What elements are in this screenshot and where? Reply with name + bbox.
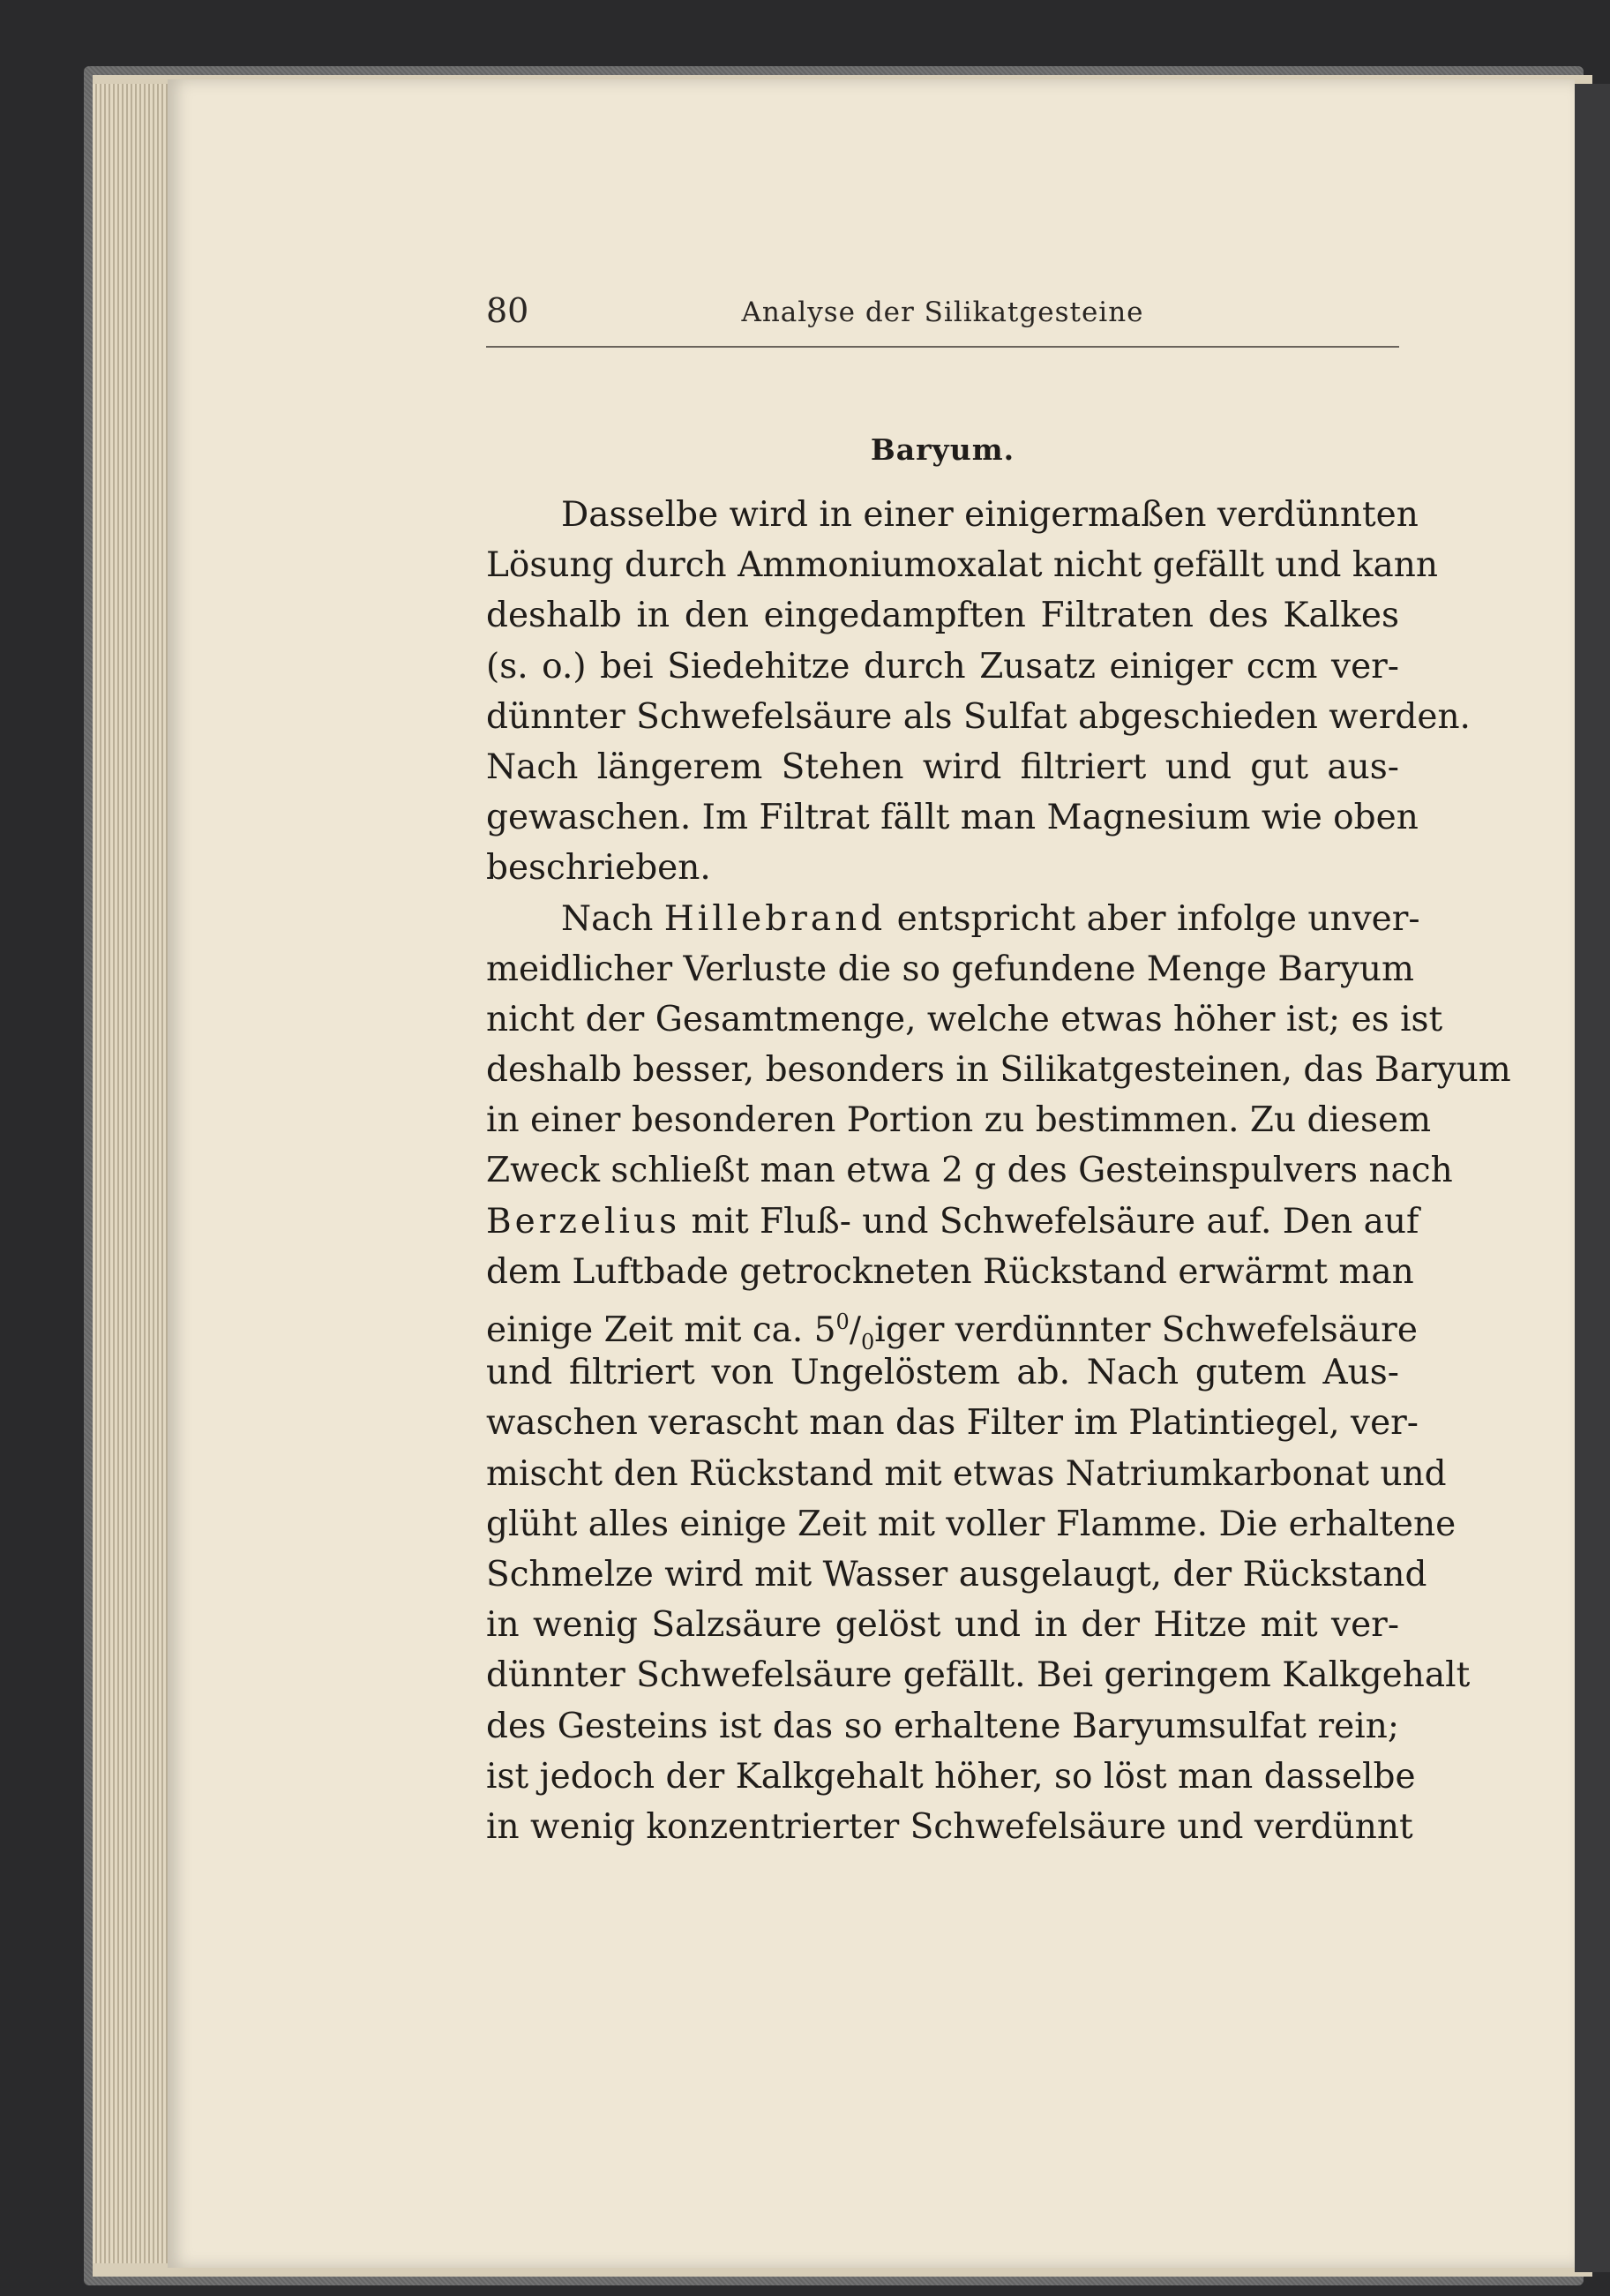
text-fragment: iger verdünnter Schwefelsäure [874, 1310, 1418, 1350]
text-fragment: Nach [561, 898, 654, 939]
text-line: dem Luftbade getrockneten Rückstand erwärmt man [486, 1251, 1414, 1292]
text-line: Nach längerem Stehen wird filtriert und gut aus- [486, 747, 1399, 787]
running-title: Analyse der Silikatgesteine [741, 296, 1144, 328]
text-line: beschrieben. [486, 848, 711, 889]
text-line: Zweck schließt man etwa 2 g des Gesteinspulvers nach [486, 1151, 1453, 1191]
author-name-berzelius: Berzelius [486, 1201, 681, 1242]
body-text [486, 490, 1511, 1852]
text-line: (s. o.) bei Siedehitze durch Zusatz einiger ccm ver- [486, 646, 1399, 687]
percent-sign [835, 1309, 875, 1354]
text-line: glüht alles einige Zeit mit voller Flamme. Die erhaltene [486, 1504, 1456, 1544]
text-line: in wenig konzentrierter Schwefelsäure und verdünnt [486, 1806, 1413, 1847]
text-line [486, 1297, 1418, 1354]
text-line: und filtriert von Ungelöstem ab. Nach gutem Aus- [486, 1353, 1399, 1393]
text-line: in einer besonderen Portion zu bestimmen. Zu diesem [486, 1100, 1432, 1141]
text-fragment: einige Zeit mit ca. 5 [486, 1310, 836, 1350]
section-heading: Baryum. [870, 432, 1015, 467]
text-line: deshalb in den eingedampften Filtraten des Kalkes [486, 596, 1399, 636]
text-line: in wenig Salzsäure gelöst und in der Hitze mit ver- [486, 1605, 1399, 1646]
text-line: des Gesteins ist das so erhaltene Baryumsulfat rein; [486, 1706, 1399, 1746]
header-rule [486, 346, 1399, 348]
text-line: dünnter Schwefelsäure als Sulfat abgeschieden werden. [486, 696, 1471, 737]
page-number: 80 [486, 291, 529, 330]
text-line [486, 894, 1420, 944]
text-fragment: entspricht aber infolge unver- [896, 898, 1420, 939]
text-line: meidlicher Verluste die so gefundene Menge Baryum [486, 949, 1415, 989]
text-line: ist jedoch der Kalkgehalt höher, so löst man dasselbe [486, 1756, 1416, 1797]
text-line: Dasselbe wird in einer einigermaßen verdünnten [561, 495, 1419, 535]
running-header [486, 291, 1399, 344]
text-line: gewaschen. Im Filtrat fällt man Magnesium wie oben [486, 798, 1419, 838]
text-line: nicht der Gesamtmenge, welche etwas höher ist; es ist [486, 999, 1443, 1039]
text-fragment: mit Fluß- und Schwefelsäure auf. Den auf [691, 1201, 1419, 1242]
text-line [486, 1197, 1419, 1247]
text-line: mischt den Rückstand mit etwas Natriumkarbonat und [486, 1453, 1447, 1494]
right-page-edge [1575, 84, 1610, 2272]
text-line: Schmelze wird mit Wasser ausgelaugt, der Rückstand [486, 1554, 1427, 1594]
percent-sub: 0 [860, 1329, 875, 1354]
percent-sup: 0 [835, 1309, 850, 1334]
text-line: waschen verascht man das Filter im Platintiegel, ver- [486, 1403, 1419, 1444]
text-line: dünnter Schwefelsäure gefällt. Bei geringem Kalkgehalt [486, 1655, 1471, 1696]
text-line: deshalb besser, besonders in Silikatgesteinen, das Baryum [486, 1050, 1511, 1091]
page-edges [93, 84, 176, 2263]
percent-slash: / [849, 1310, 861, 1350]
text-line: Lösung durch Ammoniumoxalat nicht gefällt und kann [486, 545, 1438, 586]
author-name-hillebrand: Hillebrand [663, 898, 887, 939]
